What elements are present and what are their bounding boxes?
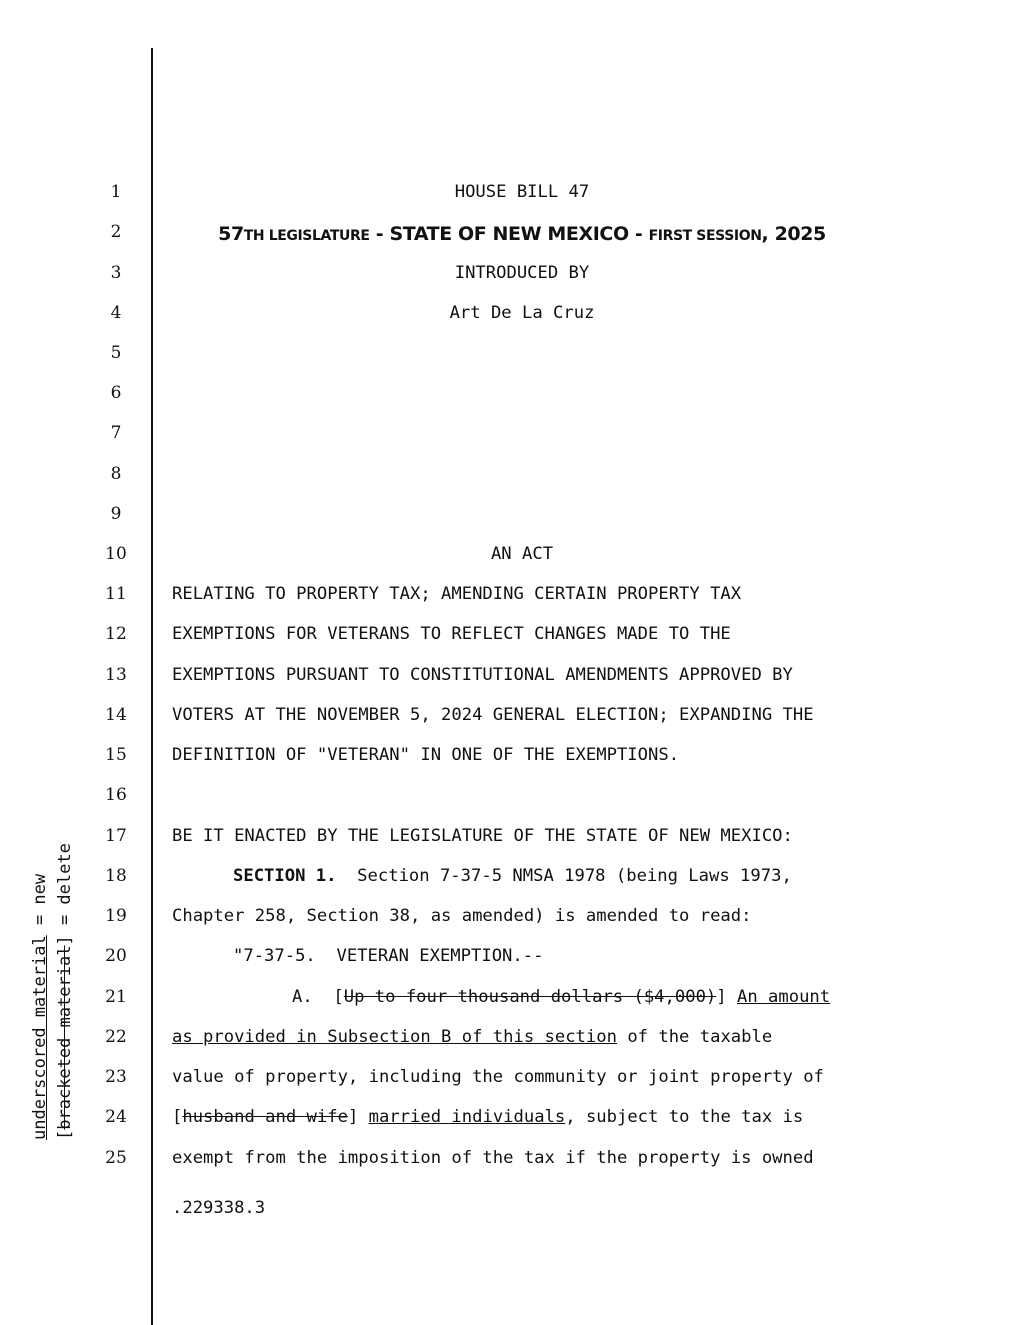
title-line: EXEMPTIONS FOR VETERANS TO REFLECT CHANGES MADE TO THE [172, 624, 731, 644]
state-name: STATE OF NEW MEXICO [389, 223, 629, 245]
line-number: 7 [110, 423, 122, 443]
deleted-text: husband and wife [182, 1107, 348, 1127]
line-number: 19 [105, 906, 127, 926]
new-text: married individuals [368, 1107, 566, 1127]
title-line: DEFINITION OF "VETERAN" IN ONE OF THE EXEMPTIONS. [172, 745, 680, 765]
line-number: 16 [105, 785, 127, 805]
bracket-open: [ [172, 1107, 183, 1127]
document-code: .229338.3 [172, 1198, 266, 1218]
deleted-text: Up to four thousand dollars ($4,000) [343, 987, 717, 1007]
line-number: 23 [105, 1067, 127, 1087]
line-number: 9 [110, 504, 122, 524]
body-line [172, 1107, 803, 1127]
act-heading: AN ACT [490, 544, 554, 564]
legend-underscored-text: underscored material [30, 935, 50, 1140]
line-number: 18 [105, 866, 127, 886]
subsection-a-line [292, 987, 830, 1007]
line-number: 22 [105, 1027, 127, 1047]
title-line: VOTERS AT THE NOVEMBER 5, 2024 GENERAL ELECTION; EXPANDING THE [172, 705, 814, 725]
line-number: 17 [105, 826, 127, 846]
legend-delete [55, 843, 75, 1140]
title-line: RELATING TO PROPERTY TAX; AMENDING CERTAIN PROPERTY TAX [172, 584, 742, 604]
line-number: 10 [105, 544, 127, 564]
line-number: 21 [105, 987, 127, 1007]
line-number: 8 [110, 464, 122, 484]
line-number: 5 [110, 343, 122, 363]
heading-separator: - [369, 223, 390, 245]
session-label: FIRST SESSION [648, 228, 762, 244]
heading-separator: - [628, 223, 649, 245]
line-number: 3 [110, 263, 122, 283]
legislature-number: 57 [218, 223, 244, 245]
legend-bracket-open: [ [55, 1129, 75, 1140]
legend-new [30, 874, 50, 1140]
title-line: EXEMPTIONS PURSUANT TO CONSTITUTIONAL AMENDMENTS APPROVED BY [172, 665, 793, 685]
body-text: of the taxable [616, 1027, 773, 1047]
session-year: 2025 [774, 223, 826, 245]
legislature-label: TH LEGISLATURE [243, 228, 370, 244]
legend-bracketed-text: bracketed material [55, 945, 75, 1130]
body-text: , subject to the tax is [565, 1107, 804, 1127]
line-number: 11 [105, 584, 127, 604]
line-number: 6 [110, 383, 122, 403]
new-text: as provided in Subsection B of this section [172, 1027, 617, 1047]
body-line: Chapter 258, Section 38, as amended) is amended to read: [172, 906, 752, 926]
line-number: 1 [110, 182, 122, 202]
bracket-close: ] [347, 1107, 369, 1127]
line-number: 14 [105, 705, 127, 725]
bracket-close: ] [716, 987, 737, 1007]
section-1-line [233, 866, 792, 886]
line-number: 20 [105, 946, 127, 966]
subsection-a-label: A. [ [292, 987, 344, 1007]
section-label: SECTION 1. [233, 866, 337, 886]
section-text: Section 7-37-5 NMSA 1978 (being Laws 1973, [336, 866, 792, 886]
body-line: value of property, including the community or joint property of [172, 1067, 824, 1087]
heading-comma: , [761, 223, 775, 245]
enacting-clause: BE IT ENACTED BY THE LEGISLATURE OF THE STATE OF NEW MEXICO: [172, 826, 793, 846]
legend-new-text: = new [30, 873, 50, 936]
margin-rule [151, 48, 153, 1325]
new-text: An amount [736, 987, 831, 1007]
body-line: exempt from the imposition of the tax if the property is owned [172, 1148, 814, 1168]
legend-delete-text: ] = delete [55, 843, 75, 946]
line-number: 25 [105, 1148, 127, 1168]
line-number: 24 [105, 1107, 127, 1127]
section-heading: "7-37-5. VETERAN EXEMPTION.-- [233, 946, 544, 966]
line-number: 4 [110, 303, 122, 323]
line-number: 13 [105, 665, 127, 685]
line-number: 2 [110, 222, 122, 242]
line-number: 15 [105, 745, 127, 765]
body-line [172, 1027, 772, 1047]
bill-number: HOUSE BILL 47 [454, 182, 590, 202]
sponsor-name: Art De La Cruz [449, 303, 595, 323]
line-number: 12 [105, 624, 127, 644]
legislature-heading [172, 223, 872, 247]
introduced-by-label: INTRODUCED BY [454, 263, 590, 283]
